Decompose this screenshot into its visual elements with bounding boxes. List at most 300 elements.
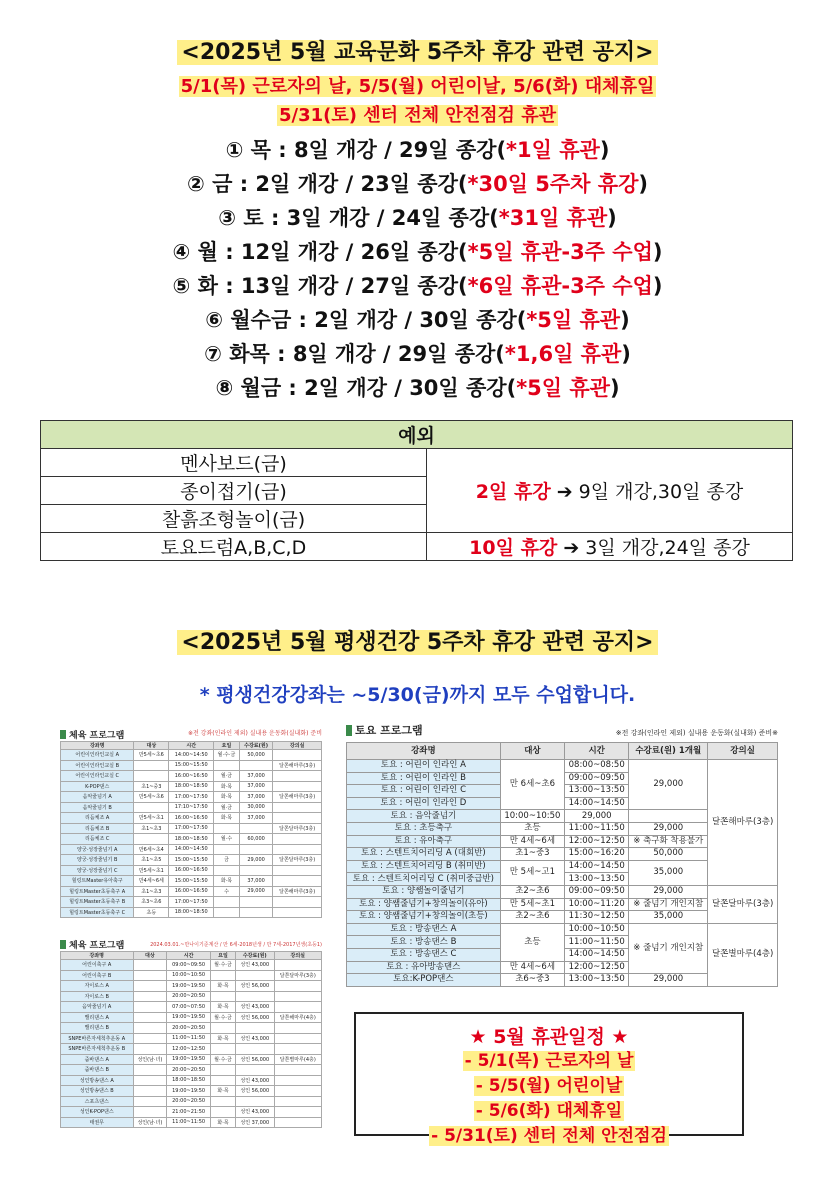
saturday-program: [346, 722, 778, 987]
table-row: [61, 781, 322, 792]
table-cell: 성인 43,000: [236, 1002, 275, 1013]
col-header: 요일: [210, 952, 235, 960]
table-row: [61, 1012, 322, 1023]
course-target: 초1~중3: [500, 848, 564, 861]
table-cell: 초3~초6: [134, 897, 169, 908]
table-cell: [133, 1023, 167, 1034]
table-cell: 달쫀해마루(4층): [274, 1012, 321, 1023]
table-cell: [273, 907, 322, 918]
table-row: [61, 792, 322, 803]
table-cell: [134, 771, 169, 782]
notice1-safety-line: 5/31(토) 센터 전체 안전점검 휴관: [279, 105, 556, 126]
table-cell: 성인(남·녀): [133, 1054, 167, 1065]
table-cell: 힐링트Master초등축구 A: [61, 886, 134, 897]
schedule-line: ① 목 : 8일 개강 / 29일 종강(*1일 휴관): [225, 138, 610, 162]
table-row: [61, 1033, 322, 1044]
table-cell: [210, 1065, 235, 1076]
course-time: 13:00~13:50: [565, 974, 629, 987]
course-fee: 50,000: [629, 848, 708, 861]
table-cell: 37,000: [239, 876, 272, 887]
table-row: [347, 923, 778, 936]
table-cell: 달쫀달마루(3층): [273, 855, 322, 866]
course-time: 14:00~14:50: [565, 948, 629, 961]
table-cell: 화·목: [214, 792, 240, 803]
table-row: [61, 1096, 322, 1107]
table-row: [61, 981, 322, 992]
table-cell: 17:00~17:50: [169, 823, 214, 834]
table-cell: [273, 897, 322, 908]
course-name: 토요 : 양쌤줄넘기+창의놀이(초등): [347, 911, 501, 924]
table-cell: 29,000: [239, 855, 272, 866]
table-cell: [274, 1096, 321, 1107]
table-row: [61, 876, 322, 887]
table-cell: 음악줄넘기 A: [61, 792, 134, 803]
table-row: [61, 1075, 322, 1086]
table-cell: 양궁·성장줄넘기 A: [61, 844, 134, 855]
table-cell: 화·목: [210, 1086, 235, 1097]
course-time: 15:00~16:20: [565, 848, 629, 861]
table-cell: 20:00~20:50: [167, 1096, 211, 1107]
table-cell: 어린이인라인교실 B: [61, 760, 134, 771]
course-fee: ※ 축구화 착용불가: [629, 835, 708, 848]
table-row: [61, 1065, 322, 1076]
course-name: 토요 : 초등축구: [347, 822, 501, 835]
table-row: [61, 886, 322, 897]
course-target: 초등: [500, 923, 564, 961]
table-cell: [214, 844, 240, 855]
table-cell: 19:00~19:50: [167, 1086, 211, 1097]
table-cell: 양궁·성장줄넘기 B: [61, 855, 134, 866]
table-row: [61, 960, 322, 971]
table-cell: 18:00~18:50: [169, 907, 214, 918]
course-fee: ※ 줄넘기 개인지참: [629, 898, 708, 911]
table-cell: 초1~중3: [134, 781, 169, 792]
notice1-title: <2025년 5월 교육문화 5주차 휴강 관련 공지>: [0, 35, 835, 66]
table-cell: 어린이인라인교실 C: [61, 771, 134, 782]
sports-program-thumb-1: [60, 728, 322, 928]
table-cell: 성인K-POP댄스: [61, 1107, 134, 1118]
table-cell: 초1~초3: [134, 886, 169, 897]
course-time: 13:00~13:50: [565, 873, 629, 886]
table-cell: 초등: [134, 907, 169, 918]
table-cell: 줌바댄스 A: [61, 1054, 134, 1065]
table-cell: 성인(남·녀): [133, 1117, 167, 1128]
notice1-holidays-line: 5/1(목) 근로자의 날, 5/5(월) 어린이날, 5/6(화) 대체휴일: [180, 76, 655, 97]
table-cell: 15:00~15:50: [169, 876, 214, 887]
table-cell: [273, 771, 322, 782]
course-name: 토요 : 유아축구: [347, 835, 501, 848]
table-cell: 스포츠댄스: [61, 1096, 134, 1107]
table-cell: [214, 823, 240, 834]
table-cell: 18:00~18:50: [169, 834, 214, 845]
table-row: [347, 885, 778, 898]
table-cell: 화·목: [210, 1002, 235, 1013]
table-cell: 17:00~17:50: [169, 897, 214, 908]
table-row: [61, 1107, 322, 1118]
table-cell: [133, 1002, 167, 1013]
course-time: 13:00~13:50: [565, 785, 629, 798]
notice2-title: <2025년 5월 평생건강 5주차 휴강 관련 공지>: [0, 625, 835, 656]
table-cell: 달쫀해마루(3층): [273, 760, 322, 771]
table-cell: 20:00~20:50: [167, 991, 211, 1002]
table-cell: 성인 37,000: [236, 1117, 275, 1128]
table-cell: [210, 1044, 235, 1055]
col-header: 대상: [134, 742, 169, 750]
table-cell: [274, 1086, 321, 1097]
table-cell: [210, 1096, 235, 1107]
schedule-line: ⑧ 월금 : 2일 개강 / 30일 종강(*5일 휴관): [215, 376, 620, 400]
course-name: 토요 : 어린이 인라인 B: [347, 772, 501, 785]
course-name: 토요 : 음악줄넘기: [347, 810, 501, 823]
table-cell: 달쫀달마루(3층): [274, 970, 321, 981]
table-cell: [133, 1107, 167, 1118]
thumb1-table: [60, 741, 322, 918]
table-cell: 성인 56,000: [236, 1012, 275, 1023]
course-target: 만 5세~고1: [500, 860, 564, 885]
exception-course: 멘사보드(금): [41, 449, 427, 477]
table-cell: 성인 43,000: [236, 1033, 275, 1044]
sports-program-thumb-2: [60, 938, 322, 1138]
thumb2-table: [60, 951, 322, 1128]
table-cell: 힐링트Master초등축구 C: [61, 907, 134, 918]
table-cell: 화·목: [210, 1117, 235, 1128]
table-cell: [214, 897, 240, 908]
col-header: 대상: [500, 743, 564, 760]
thumb2-meta: 2024.03.01.~만나이기준계산 / 만 6세-2018년생 / 만 7세-2017년생(초등1): [150, 942, 322, 948]
table-cell: [274, 960, 321, 971]
table-cell: 월·금: [214, 802, 240, 813]
notice2-note: * 평생건강강좌는 ~5/30(금)까지 모두 수업합니다.: [199, 684, 636, 706]
table-cell: 달쫀달마루(3층): [273, 823, 322, 834]
table-cell: K-POP댄스: [61, 781, 134, 792]
course-time: 11:30~12:50: [565, 911, 629, 924]
course-room: 달쫀별마루(4층): [708, 923, 778, 986]
table-cell: 성인 56,000: [236, 1086, 275, 1097]
table-cell: [236, 1044, 275, 1055]
course-time: 10:00~10:50: [500, 810, 564, 823]
course-name: 토요 : 양쌤줄넘기+창의놀이(유아): [347, 898, 501, 911]
table-cell: [214, 760, 240, 771]
table-cell: 달쫀해마루(3층): [273, 886, 322, 897]
course-time: 09:00~09:50: [565, 885, 629, 898]
course-fee: 29,000: [629, 974, 708, 987]
course-time: 08:00~08:50: [565, 760, 629, 773]
table-row: [61, 823, 322, 834]
table-cell: 18:00~18:50: [167, 1075, 211, 1086]
table-row: [61, 991, 322, 1002]
table-cell: 힐링트Master초등축구 B: [61, 897, 134, 908]
table-cell: [274, 1033, 321, 1044]
course-target: 만 6세~초6: [500, 760, 564, 810]
table-cell: [274, 1065, 321, 1076]
course-target: 초등: [500, 822, 564, 835]
table-cell: 만6세~초4: [134, 844, 169, 855]
table-cell: [239, 865, 272, 876]
table-cell: 만5세~초6: [134, 750, 169, 761]
table-cell: 화·목: [214, 876, 240, 887]
table-cell: 어린이인라인교실 A: [61, 750, 134, 761]
table-cell: [273, 844, 322, 855]
course-target: 초2~초6: [500, 911, 564, 924]
saturday-table: [346, 742, 778, 987]
schedule-line: ④ 월 : 12일 개강 / 26일 종강(*5일 휴관-3주 수업): [172, 240, 663, 264]
table-cell: [273, 781, 322, 792]
table-row: [61, 970, 322, 981]
col-header: 강좌명: [61, 952, 134, 960]
table-cell: 금: [214, 855, 240, 866]
table-cell: [274, 1044, 321, 1055]
table-cell: [236, 991, 275, 1002]
table-cell: SNPE바른자세척추운동 A: [61, 1033, 134, 1044]
course-name: 토요 : 양쌤놀이줄넘기: [347, 885, 501, 898]
table-cell: 50,000: [239, 750, 272, 761]
course-time: 10:00~10:50: [565, 923, 629, 936]
table-cell: 29,000: [239, 886, 272, 897]
table-row: [61, 750, 322, 761]
table-cell: 달쫀별마루(4층): [274, 1054, 321, 1065]
table-cell: [273, 876, 322, 887]
table-row: [61, 1023, 322, 1034]
table-row: [61, 813, 322, 824]
table-cell: 자이로스 B: [61, 991, 134, 1002]
course-name: 토요 : 어린이 인라인 C: [347, 785, 501, 798]
closure-item: - 5/1(목) 근로자의 날: [464, 1051, 634, 1071]
table-cell: [273, 813, 322, 824]
table-cell: 17:00~17:50: [169, 792, 214, 803]
table-cell: [239, 760, 272, 771]
table-row: [61, 802, 322, 813]
table-cell: 11:00~11:50: [167, 1117, 211, 1128]
table-cell: [273, 865, 322, 876]
table-cell: [210, 1023, 235, 1034]
exceptions-table: [40, 420, 793, 561]
col-header: 시간: [169, 742, 214, 750]
table-cell: 19:00~19:50: [167, 1012, 211, 1023]
table-cell: 07:00~07:50: [167, 1002, 211, 1013]
course-target: 초6~중3: [500, 974, 564, 987]
course-name: 토요 : 스텐트치어리딩 C (취미중급반): [347, 873, 501, 886]
course-fee: 29,000: [629, 822, 708, 835]
course-time: 12:00~12:50: [565, 961, 629, 974]
table-cell: 11:00~11:50: [167, 1033, 211, 1044]
table-cell: [133, 1044, 167, 1055]
closure-item: - 5/6(화) 대체휴일: [475, 1101, 623, 1121]
table-cell: 37,000: [239, 813, 272, 824]
table-cell: [239, 907, 272, 918]
table-cell: 성인 43,000: [236, 1075, 275, 1086]
schedule-line: ⑤ 화 : 13일 개강 / 27일 종강(*6일 휴관-3주 수업): [172, 274, 663, 298]
exception-group2-note: 10일 휴강 ➔ 3일 개강,24일 종강: [427, 533, 793, 561]
table-cell: [133, 1075, 167, 1086]
table-cell: 달쫀해마루(3층): [273, 792, 322, 803]
table-row: [61, 834, 322, 845]
course-fee: ※ 줄넘기 개인지참: [629, 923, 708, 973]
course-name: 토요 : 스텐트치어리딩 A (대회반): [347, 848, 501, 861]
table-cell: 월·수: [214, 834, 240, 845]
course-room: 달쫀달마루(3층): [708, 885, 778, 923]
table-cell: [134, 802, 169, 813]
table-cell: [214, 907, 240, 918]
closure-item: - 5/31(토) 센터 전체 안전점검: [431, 1126, 667, 1146]
table-cell: [274, 1117, 321, 1128]
course-target: 초2~초6: [500, 885, 564, 898]
course-target: 만 4세~6세: [500, 835, 564, 848]
table-cell: SNPE바른자세척추운동 B: [61, 1044, 134, 1055]
col-header: 강좌명: [347, 743, 501, 760]
table-cell: 월·수·금: [210, 1054, 235, 1065]
table-cell: [236, 970, 275, 981]
table-cell: 월·금: [214, 771, 240, 782]
table-cell: 화·목: [210, 1033, 235, 1044]
col-header: 시간: [167, 952, 211, 960]
table-cell: 17:10~17:50: [169, 802, 214, 813]
table-cell: 만5세~초1: [134, 813, 169, 824]
table-cell: [133, 1096, 167, 1107]
course-time: 14:00~14:50: [565, 860, 629, 873]
table-cell: [273, 834, 322, 845]
table-cell: [239, 823, 272, 834]
table-cell: [210, 970, 235, 981]
col-header: 시간: [565, 743, 629, 760]
table-cell: 밸리댄스 A: [61, 1012, 134, 1023]
table-cell: 30,000: [239, 802, 272, 813]
col-header: 강의실: [274, 952, 321, 960]
table-cell: 15:00~15:50: [169, 760, 214, 771]
table-cell: 20:00~20:50: [167, 1023, 211, 1034]
col-header: 강의실: [273, 742, 322, 750]
closure-item: - 5/5(월) 어린이날: [475, 1076, 623, 1096]
table-row: [61, 1117, 322, 1128]
table-cell: 09:00~09:50: [167, 960, 211, 971]
table-cell: 19:00~19:50: [167, 981, 211, 992]
table-cell: 리듬체조 A: [61, 813, 134, 824]
table-cell: [210, 1075, 235, 1086]
table-cell: 21:00~21:50: [167, 1107, 211, 1118]
table-cell: 14:00~14:50: [169, 750, 214, 761]
col-header: 요일: [214, 742, 240, 750]
course-time: 09:00~09:50: [565, 772, 629, 785]
table-cell: 양궁·성장줄넘기 C: [61, 865, 134, 876]
table-row: [347, 760, 778, 773]
course-time: 14:00~14:50: [565, 797, 629, 810]
table-row: [61, 1044, 322, 1055]
table-cell: 어린이축구 A: [61, 960, 134, 971]
table-cell: 화·목: [214, 813, 240, 824]
table-cell: 16:00~16:50: [169, 813, 214, 824]
thumb1-title: 체육 프로그램: [60, 728, 124, 741]
table-cell: 20:00~20:50: [167, 1065, 211, 1076]
table-cell: 37,000: [239, 771, 272, 782]
table-cell: [133, 1033, 167, 1044]
table-cell: [210, 1107, 235, 1118]
table-cell: [133, 981, 167, 992]
table-cell: 초1~초3: [134, 823, 169, 834]
table-cell: [133, 1086, 167, 1097]
saturday-meta: ※전 강좌(인라인 제외) 실내용 운동화(실내화) 준비※: [615, 729, 778, 737]
course-name: 토요 : 어린이 인라인 A: [347, 760, 501, 773]
table-cell: 초1~초5: [134, 855, 169, 866]
thumb1-meta: ※전 강좌(인라인 제외) 실내용 운동화(실내화) 준비: [187, 730, 322, 737]
table-cell: 어린이축구 B: [61, 970, 134, 981]
table-cell: [274, 991, 321, 1002]
exception-course: 토요드럼A,B,C,D: [41, 533, 427, 561]
table-cell: 성인방송댄스 B: [61, 1086, 134, 1097]
exception-course: 종이접기(금): [41, 477, 427, 505]
thumb2-title: 체육 프로그램: [60, 938, 124, 951]
table-cell: 수: [214, 886, 240, 897]
table-row: [61, 1086, 322, 1097]
table-row: [61, 760, 322, 771]
table-cell: 16:00~16:50: [169, 865, 214, 876]
table-cell: 성인 56,000: [236, 981, 275, 992]
course-time: 12:00~12:50: [565, 835, 629, 848]
table-cell: [210, 991, 235, 1002]
table-cell: 성인 56,000: [236, 1054, 275, 1065]
table-cell: 16:00~16:50: [169, 771, 214, 782]
table-cell: [214, 865, 240, 876]
course-time: 11:00~11:50: [565, 936, 629, 949]
table-cell: 밸리댄스 B: [61, 1023, 134, 1034]
course-fee: 29,000: [565, 810, 629, 823]
closure-title: ★ 5월 휴관일정 ★: [469, 1026, 629, 1048]
table-cell: 60,000: [239, 834, 272, 845]
table-cell: 만4세~6세: [134, 876, 169, 887]
table-cell: 12:00~12:50: [167, 1044, 211, 1055]
table-cell: 18:00~18:50: [169, 781, 214, 792]
table-cell: [133, 960, 167, 971]
course-name: 토요 : 방송댄스 C: [347, 948, 501, 961]
table-cell: 화·목: [210, 981, 235, 992]
table-row: [61, 907, 322, 918]
table-cell: 리듬체조 C: [61, 834, 134, 845]
course-fee: 35,000: [629, 860, 708, 885]
course-target: 만 5세~초1: [500, 898, 564, 911]
table-cell: 성인방송댄스 A: [61, 1075, 134, 1086]
col-header: 수강료(원): [236, 952, 275, 960]
course-room: 달쫀해마루(3층): [708, 760, 778, 886]
table-cell: 만5세~초1: [134, 865, 169, 876]
saturday-title: 토요 프로그램: [346, 722, 423, 738]
table-cell: [274, 1023, 321, 1034]
course-name: 토요 : 스텐트치어리딩 B (취미반): [347, 860, 501, 873]
table-cell: 만5세~초6: [134, 792, 169, 803]
col-header: 강의실: [708, 743, 778, 760]
table-cell: [274, 981, 321, 992]
col-header: 수강료(원): [239, 742, 272, 750]
table-cell: [133, 1065, 167, 1076]
exceptions-header: 예외: [41, 421, 793, 449]
table-cell: [274, 1107, 321, 1118]
table-row: [61, 1002, 322, 1013]
table-cell: [133, 991, 167, 1002]
table-row: [61, 844, 322, 855]
table-cell: 19:00~19:50: [167, 1054, 211, 1065]
course-name: 토요 : 방송댄스 B: [347, 936, 501, 949]
course-fee: 29,000: [629, 885, 708, 898]
course-name: 토요:K-POP댄스: [347, 974, 501, 987]
table-cell: 성인 43,000: [236, 960, 275, 971]
col-header: 강좌명: [61, 742, 134, 750]
table-row: [61, 1054, 322, 1065]
table-cell: 리듬체조 B: [61, 823, 134, 834]
table-cell: 37,000: [239, 792, 272, 803]
schedule-line: ③ 토 : 3일 개강 / 24일 종강(*31일 휴관): [218, 206, 617, 230]
table-cell: [133, 1012, 167, 1023]
exception-group1-note: 2일 휴강 ➔ 9일 개강,30일 종강: [427, 449, 793, 533]
table-cell: 음악줄넘기 B: [61, 802, 134, 813]
table-cell: [273, 750, 322, 761]
table-cell: 자이로스 A: [61, 981, 134, 992]
